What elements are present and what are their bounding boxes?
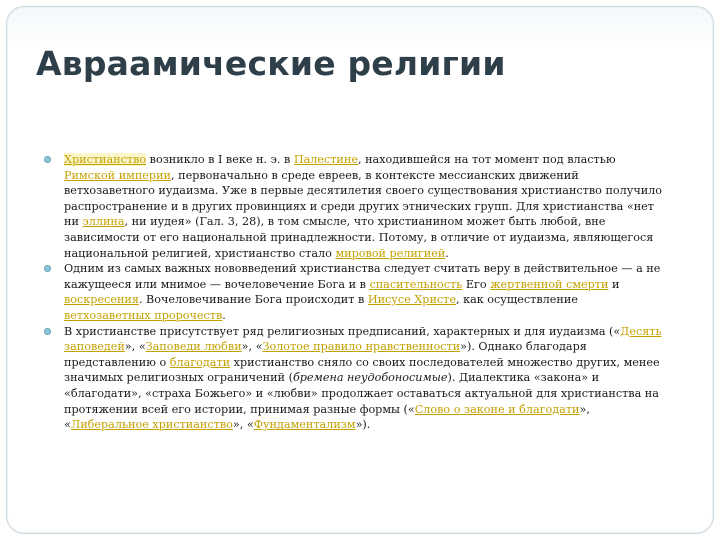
bullet-dot-icon: [44, 328, 51, 335]
text: , ни иудея» (Гал. 3, 28), в том смысле, что христианином может быть любой, вне зависимости от его национальной принадлежности. Потому, в отличие от иудаизма, являющегося национальной религией, христианство стало: [64, 215, 654, 260]
bullet-dot-icon: [44, 156, 51, 163]
link-jesus-christ[interactable]: Иисусе Христе: [367, 293, 456, 307]
slide-body: [44, 152, 668, 433]
link-commandments-of-love[interactable]: Заповеди любви: [145, 340, 242, 354]
text: . Вочеловечивание Бога происходит в: [138, 293, 368, 307]
link-fundamentalism[interactable]: Фундаментализм: [253, 418, 356, 432]
text: »). Однако благодаря представлению о: [64, 340, 587, 369]
link-golden-rule[interactable]: Золотое правило нравственности: [262, 340, 461, 354]
text: Одним из самых важных нововведений христианства следует считать веру в действительное — а не кажущееся или мнимое — вочеловечение Бога и в: [64, 262, 661, 291]
link-prophecies[interactable]: ветхозаветных пророчеств: [64, 308, 223, 322]
link-palestine[interactable]: Палестине: [293, 153, 358, 166]
bullet-item-christianity-origin: [44, 152, 668, 261]
text: , первоначально в среде евреев, в контексте мессианских движений ветхозаветного иудаизма. Уже в первые десятилетия своего существования христианство получило распространение и в других провинциях и среди других этнических групп. Для христианства «нет ни: [64, 168, 663, 229]
bullet-item-incarnation: [44, 261, 668, 323]
text: ). Диалектика «закона» и «благодати», «страха Божьего» и «любви» продолжает оставаться актуальной для христианства на протяжении всей его истории, принимая разные формы («: [64, 371, 659, 416]
bullet-list: [44, 152, 668, 433]
text: », «: [232, 418, 254, 432]
link-salvation[interactable]: спасительность: [369, 277, 463, 291]
text: христианство сняло со своих последователей множество других, менее значимых религиозных ограничений (: [64, 355, 660, 385]
link-hellene[interactable]: эллина: [82, 215, 125, 229]
link-ten-commandments[interactable]: Десять заповедей: [64, 324, 662, 354]
text: Его: [462, 277, 491, 291]
bullet-dot-icon: [44, 265, 51, 272]
text: .: [222, 308, 226, 322]
bullet-item-law-and-grace: [44, 324, 668, 433]
text: .: [445, 246, 449, 260]
slide-title: Авраамические религии: [36, 44, 506, 83]
link-christianity[interactable]: Христианство: [64, 153, 147, 166]
link-roman-empire[interactable]: Римской империи: [64, 168, 172, 182]
text: , находившейся на тот момент под властью: [357, 153, 616, 166]
link-sacrificial-death[interactable]: жертвенной смерти: [490, 277, 609, 291]
link-resurrection[interactable]: воскресения: [64, 293, 139, 307]
text: »).: [355, 418, 371, 432]
link-liberal-christianity[interactable]: Либеральное христианство: [70, 418, 233, 432]
text: возникло в I веке н. э. в: [146, 153, 294, 166]
text: », «: [241, 340, 263, 354]
text-italic: бремена неудобоносимые: [292, 371, 448, 385]
link-grace[interactable]: благодати: [169, 355, 231, 369]
text: », «: [64, 402, 590, 432]
text: В христианстве присутствует ряд религиозных предписаний, характерных и для иудаизма («: [64, 324, 621, 338]
link-world-religion[interactable]: мировой религией: [335, 246, 446, 260]
text: , как осуществление: [455, 293, 578, 307]
link-word-on-law-and-grace[interactable]: Слово о законе и благодати: [414, 402, 580, 416]
text: », «: [124, 340, 146, 354]
text: и: [608, 277, 620, 291]
